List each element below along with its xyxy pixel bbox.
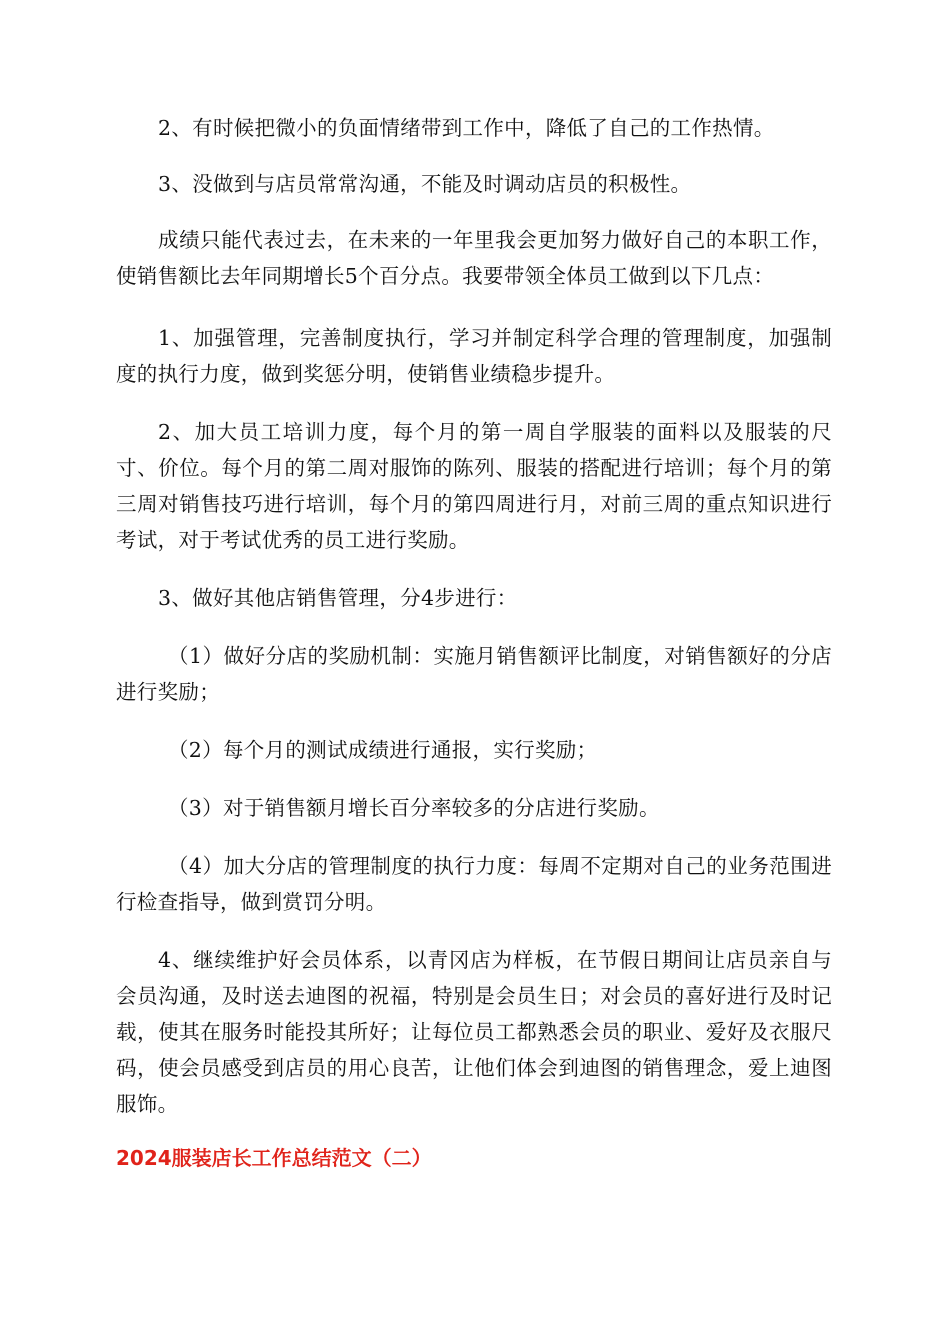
paragraph-sub-2: （2）每个月的测试成绩进行通报，实行奖励； bbox=[168, 738, 598, 762]
paragraph-plan-1: 1、加强管理，完善制度执行，学习并制定科学合理的管理制度，加强制度的执行力度，做到奖惩分明，使销售业绩稳步提升。 bbox=[116, 326, 832, 386]
paragraph-sub-1: （1）做好分店的奖励机制：实施月销售额评比制度，对销售额好的分店进行奖励； bbox=[116, 644, 832, 704]
document-body bbox=[116, 110, 832, 1174]
paragraph-item-2: 2、有时候把微小的负面情绪带到工作中，降低了自己的工作热情。 bbox=[158, 116, 775, 140]
section-heading: 2024服装店长工作总结范文（二） bbox=[116, 1146, 432, 1170]
paragraph-plan-3: 3、做好其他店销售管理，分4步进行： bbox=[158, 586, 518, 610]
paragraph-plan-2: 2、加大员工培训力度，每个月的第一周自学服装的面料以及服装的尺寸、价位。每个月的第二周对服饰的陈列、服装的搭配进行培训；每个月的第三周对销售技巧进行培训，每个月的第四周进行月，对前三周的重点知识进行考试，对于考试优秀的员工进行奖励。 bbox=[116, 420, 832, 552]
paragraph-sub-4: （4）加大分店的管理制度的执行力度：每周不定期对自己的业务范围进行检查指导，做到赏罚分明。 bbox=[116, 854, 832, 914]
paragraph-plan-4: 4、继续维护好会员体系，以青冈店为样板，在节假日期间让店员亲自与会员沟通，及时送去迪图的祝福，特别是会员生日；对会员的喜好进行及时记载，使其在服务时能投其所好；让每位员工都熟悉会员的职业、爱好及衣服尺码，使会员感受到店员的用心良苦，让他们体会到迪图的销售理念，爱上迪图服饰。 bbox=[116, 948, 832, 1116]
paragraph-item-3: 3、没做到与店员常常沟通，不能及时调动店员的积极性。 bbox=[158, 172, 692, 196]
paragraph-future-plan: 成绩只能代表过去，在未来的一年里我会更加努力做好自己的本职工作，使销售额比去年同期增长5个百分点。我要带领全体员工做到以下几点： bbox=[116, 228, 832, 288]
paragraph-sub-3: （3）对于销售额月增长百分率较多的分店进行奖励。 bbox=[168, 796, 660, 820]
